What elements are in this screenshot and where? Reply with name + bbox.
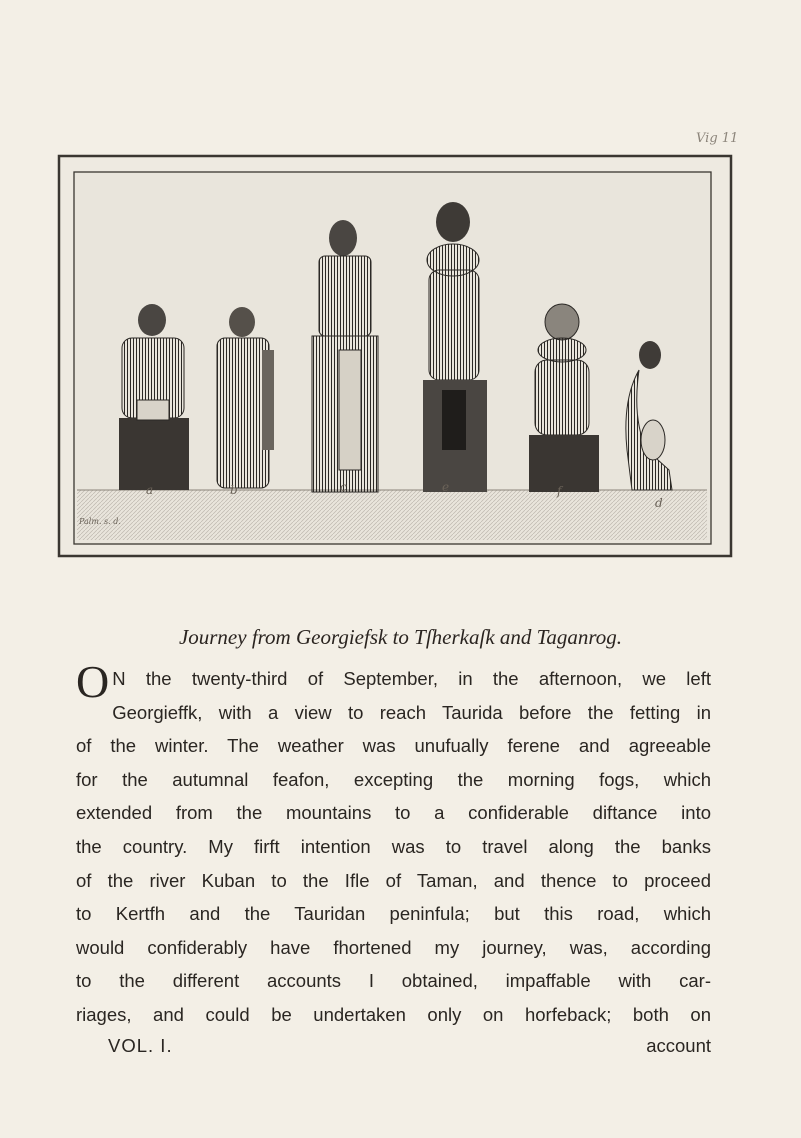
text-line: to the different accounts I obtained, impaffable with car-	[76, 970, 711, 992]
text-line: to Kertfh and the Tauridan peninfula; but this road, which	[76, 903, 711, 925]
text-line: of the winter. The weather was unufually ferene and agreeable	[76, 735, 711, 757]
chapter-title: Journey from Georgiefsk to Tſherkaſk and Taganrog.	[178, 625, 623, 649]
small-caps-word: N	[112, 668, 126, 689]
text-line: would confiderably have fhortened my journey, was, according	[76, 936, 711, 958]
signature-mark: VOL. I.	[108, 1035, 173, 1056]
text-line: N the twenty-third of September, in the afternoon, we left	[112, 668, 711, 689]
plate-label-e: e	[442, 480, 450, 494]
text-line: for the autumnal feafon, excepting the morning fogs, which	[76, 768, 711, 790]
plate-label-f: f	[557, 484, 562, 498]
text-line: Georgieffk, with a view to reach Taurida before the fetting in	[112, 701, 711, 723]
plate-label-b: b	[230, 483, 238, 497]
engraved-plate	[57, 150, 734, 562]
engraver-credit: Palm. s. d.	[79, 517, 121, 526]
plate-label-c: c	[340, 480, 347, 494]
body-text	[76, 656, 711, 1032]
plate-number-mark: Vig 11	[696, 131, 739, 146]
text-line: the country. My firft intention was to travel along the banks	[76, 835, 711, 857]
plate-label-d: d	[655, 496, 663, 510]
statue-c	[312, 220, 378, 492]
plate-label-a: a	[146, 483, 154, 497]
text-line: extended from the mountains to a confiderable diftance into	[76, 802, 711, 824]
text-line: of the river Kuban to the Ifle of Taman, and thence to proceed	[76, 869, 711, 891]
statues-engraving	[57, 150, 734, 562]
drop-cap: O	[76, 656, 110, 707]
text-line: riages, and could be undertaken only on horfeback; both on	[76, 1003, 711, 1025]
catchword: account	[646, 1035, 711, 1056]
